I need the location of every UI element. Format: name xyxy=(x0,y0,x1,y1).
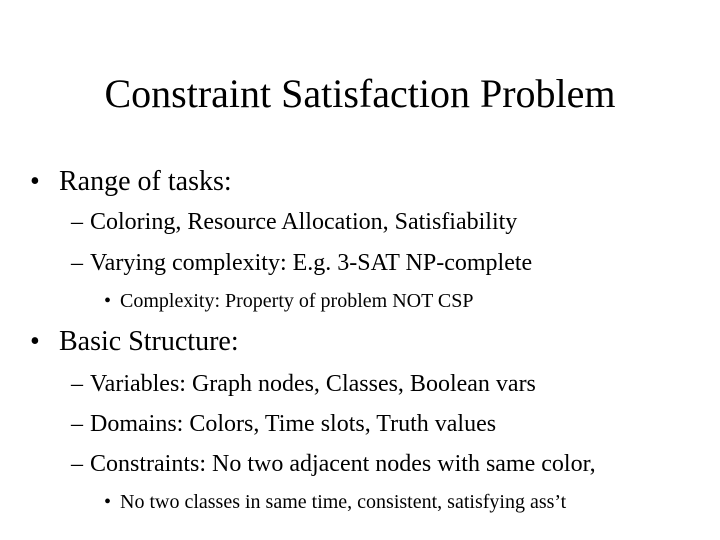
bullet-level1 xyxy=(30,164,232,200)
bullet-marker: • xyxy=(104,290,112,312)
bullet-marker: • xyxy=(30,166,40,197)
bullet-text: No two classes in same time, consistent, satisfying ass’t xyxy=(120,491,567,513)
bullet-level1 xyxy=(30,324,239,360)
bullet-level2 xyxy=(71,448,596,480)
bullet-level2 xyxy=(71,206,517,238)
bullet-text: Variables: Graph nodes, Classes, Boolean vars xyxy=(90,371,536,397)
bullet-level3 xyxy=(104,288,474,314)
dash-marker: – xyxy=(71,209,83,235)
bullet-level2 xyxy=(71,247,532,279)
bullet-text: Coloring, Resource Allocation, Satisfiability xyxy=(90,209,518,235)
slide-title: Constraint Satisfaction Problem xyxy=(104,71,616,116)
dash-marker: – xyxy=(71,411,83,437)
bullet-text: Basic Structure: xyxy=(59,326,239,357)
bullet-marker: • xyxy=(104,491,112,513)
dash-marker: – xyxy=(71,371,83,397)
bullet-level3 xyxy=(104,489,566,515)
dash-marker: – xyxy=(71,250,83,276)
bullet-text: Domains: Colors, Time slots, Truth values xyxy=(90,411,497,437)
bullet-level2 xyxy=(71,408,496,440)
bullet-text: Complexity: Property of problem NOT CSP xyxy=(120,290,474,312)
bullet-text: Constraints: No two adjacent nodes with same color, xyxy=(90,451,596,477)
bullet-marker: • xyxy=(30,326,40,357)
bullet-text: Range of tasks: xyxy=(59,166,232,197)
bullet-text: Varying complexity: E.g. 3-SAT NP-complete xyxy=(90,250,533,276)
dash-marker: – xyxy=(71,451,83,477)
bullet-level2 xyxy=(71,368,536,400)
